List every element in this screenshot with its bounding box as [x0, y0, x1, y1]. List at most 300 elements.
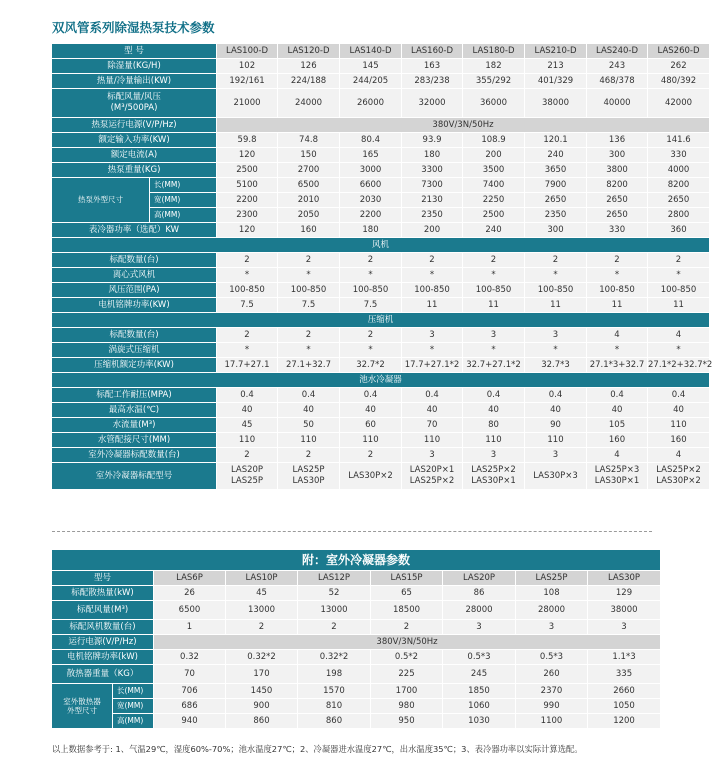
row-label-cell: [52, 89, 216, 117]
section-divider: [52, 531, 652, 532]
value-cell: 0.4: [402, 388, 462, 402]
row-label-cell: 标配数量(台): [52, 253, 216, 267]
value-cell: 2250: [463, 193, 524, 207]
value-cell: 3: [443, 620, 515, 634]
value-cell: 2200: [217, 193, 277, 207]
value-cell: 13000: [298, 601, 370, 619]
model-header-cell: LAS140-D: [340, 44, 401, 58]
label-line: (M³/500PA): [110, 103, 158, 113]
table-row: [52, 208, 709, 222]
row-label-cell: 水管配接尺寸(MM): [52, 433, 216, 447]
value-cell: 225: [371, 665, 442, 683]
value-cell: 860: [298, 714, 370, 728]
value-cell: 3: [402, 328, 462, 342]
value-line: LAS30P×1: [594, 476, 640, 486]
value-cell: 110: [217, 433, 277, 447]
value-cell: 136: [587, 133, 647, 147]
value-cell: 11: [525, 298, 586, 312]
row-label-cell: 除湿量(KG/H): [52, 59, 216, 73]
header-label-cell: 型 号: [52, 44, 216, 58]
table-row: [52, 193, 709, 207]
value-cell: 4: [587, 448, 647, 462]
table-row: [52, 586, 660, 600]
value-cell: 8200: [587, 178, 647, 192]
value-cell: 401/329: [525, 74, 586, 88]
value-cell: 26: [154, 586, 225, 600]
value-cell: 468/378: [587, 74, 647, 88]
value-cell: 126: [278, 59, 339, 73]
table-row: [52, 418, 709, 432]
table-row: [52, 463, 709, 489]
model-header-cell: LAS120-D: [278, 44, 339, 58]
value-cell: 2: [217, 328, 277, 342]
table-row: [52, 601, 660, 619]
table-row: [52, 74, 709, 88]
value-cell: 27.1*3+32.7: [587, 358, 647, 372]
value-cell: 32000: [402, 89, 462, 117]
value-cell: 74.8: [278, 133, 339, 147]
label-line: 标配风量/风压: [107, 92, 161, 103]
table-row: [52, 118, 709, 132]
value-cell: 3: [463, 448, 524, 462]
value-cell: 163: [402, 59, 462, 73]
value-cell: 160: [278, 223, 339, 237]
value-cell: 2: [371, 620, 442, 634]
value-cell: 21000: [217, 89, 277, 117]
table-row: [52, 403, 709, 417]
value-cell: 0.4: [587, 388, 647, 402]
row-label-cell: 散热器重量（KG）: [52, 665, 153, 683]
value-cell: 240: [463, 223, 524, 237]
table-row: [52, 699, 660, 713]
value-cell: 2: [402, 253, 462, 267]
value-cell: 93.9: [402, 133, 462, 147]
value-cell: 706: [154, 684, 225, 698]
value-cell: 182: [463, 59, 524, 73]
table-row: [52, 253, 709, 267]
value-cell: 940: [154, 714, 225, 728]
value-cell: 245: [443, 665, 515, 683]
value-cell: 4: [648, 328, 709, 342]
footnote: 以上数据参考于: 1、气温29℃，湿度60%-70%；池水温度27℃；2、冷凝器进水温度27℃，出水温度35℃；3、表冷器功率以实际计算选配。: [52, 744, 583, 754]
value-cell: 1100: [516, 714, 587, 728]
value-cell: [525, 463, 586, 489]
value-cell: 100-850: [463, 283, 524, 297]
value-cell: 2500: [217, 163, 277, 177]
value-cell: 110: [340, 433, 401, 447]
table-title-cell: 附：室外冷凝器参数: [52, 550, 660, 570]
table-row: [52, 433, 709, 447]
value-cell: 1.1*3: [588, 650, 660, 664]
section-header-cell: 风机: [52, 238, 709, 252]
table-row: [52, 328, 709, 342]
table-row: [52, 283, 709, 297]
value-cell: 6500: [278, 178, 339, 192]
value-cell: [278, 463, 339, 489]
table-row: [52, 448, 709, 462]
value-cell: 7300: [402, 178, 462, 192]
table-row: [52, 44, 709, 58]
value-cell: 244/205: [340, 74, 401, 88]
value-cell: 7.5: [340, 298, 401, 312]
row-label-cell: 最高水温(℃): [52, 403, 216, 417]
value-cell: 70: [402, 418, 462, 432]
value-cell: 3: [588, 620, 660, 634]
row-label-cell: 涡旋式压缩机: [52, 343, 216, 357]
sub-label-cell: 高(MM): [113, 714, 153, 728]
model-header-cell: LAS240-D: [587, 44, 647, 58]
label-line: 室外散热器: [63, 696, 101, 706]
value-cell: 110: [648, 418, 709, 432]
value-cell: 18500: [371, 601, 442, 619]
value-line: LAS30P×1: [471, 476, 516, 486]
row-label-cell: 运行电源(V/P/Hz): [52, 635, 153, 649]
value-cell: *: [525, 268, 586, 282]
table-row: [52, 635, 660, 649]
value-cell: [463, 463, 524, 489]
value-cell: 2: [278, 328, 339, 342]
group-label-cell: [52, 684, 112, 728]
value-cell: 0.5*3: [443, 650, 515, 664]
sub-label-cell: 高(MM): [150, 208, 216, 222]
table-row: [52, 163, 709, 177]
value-cell: 3300: [402, 163, 462, 177]
value-cell: 300: [525, 223, 586, 237]
value-cell: 355/292: [463, 74, 524, 88]
value-cell: 52: [298, 586, 370, 600]
value-cell: 480/392: [648, 74, 709, 88]
value-cell: *: [648, 268, 709, 282]
value-cell: 1060: [443, 699, 515, 713]
value-cell: 980: [371, 699, 442, 713]
value-cell: 50: [278, 418, 339, 432]
model-header-cell: LAS12P: [298, 571, 370, 585]
value-cell: 198: [298, 665, 370, 683]
page-title: 双风管系列除湿热泵技术参数: [52, 20, 215, 35]
value-cell: 8200: [648, 178, 709, 192]
model-header-cell: LAS15P: [371, 571, 442, 585]
table-row: [52, 620, 660, 634]
value-cell: 27.1+32.7: [278, 358, 339, 372]
row-label-cell: 标配数量(台): [52, 328, 216, 342]
value-cell: *: [340, 268, 401, 282]
label-line: 外型尺寸: [67, 706, 97, 715]
value-cell: 110: [525, 433, 586, 447]
value-cell: 42000: [648, 89, 709, 117]
value-cell: 200: [463, 148, 524, 162]
model-header-cell: LAS100-D: [217, 44, 277, 58]
model-header-cell: LAS25P: [516, 571, 587, 585]
row-label-cell: 热量/冷量输出(KW): [52, 74, 216, 88]
value-line: LAS25P: [292, 465, 325, 476]
value-cell: *: [402, 268, 462, 282]
table-row: [52, 358, 709, 372]
model-header-cell: LAS30P: [588, 571, 660, 585]
value-cell: 1850: [443, 684, 515, 698]
value-cell: 40: [463, 403, 524, 417]
value-cell: 45: [226, 586, 297, 600]
value-cell: 3650: [525, 163, 586, 177]
value-cell: *: [278, 268, 339, 282]
value-cell: 7.5: [278, 298, 339, 312]
value-cell: 2370: [516, 684, 587, 698]
model-header-cell: LAS180-D: [463, 44, 524, 58]
table-row: [52, 650, 660, 664]
value-cell: 0.32*2: [226, 650, 297, 664]
value-cell: 6600: [340, 178, 401, 192]
value-cell: 7900: [525, 178, 586, 192]
value-cell: 2: [648, 253, 709, 267]
value-cell: 32.7+27.1*2: [463, 358, 524, 372]
value-cell: [217, 463, 277, 489]
value-cell: 213: [525, 59, 586, 73]
value-cell: 0.4: [217, 388, 277, 402]
value-cell: 38000: [525, 89, 586, 117]
sub-label-cell: 长(MM): [113, 684, 153, 698]
value-cell: 1030: [443, 714, 515, 728]
table-row: [52, 148, 709, 162]
value-cell: 2: [340, 328, 401, 342]
value-cell: 120.1: [525, 133, 586, 147]
value-cell: 2500: [463, 208, 524, 222]
model-header-cell: LAS160-D: [402, 44, 462, 58]
value-cell: 80: [463, 418, 524, 432]
value-cell: 1570: [298, 684, 370, 698]
row-label-cell: 水流量(M³): [52, 418, 216, 432]
section-header-cell: 池水冷凝器: [52, 373, 709, 387]
value-cell: 40: [402, 403, 462, 417]
value-cell: 950: [371, 714, 442, 728]
value-cell: 80.4: [340, 133, 401, 147]
value-line: LAS20P×1: [409, 465, 455, 476]
value-cell: [340, 463, 401, 489]
value-cell: 2: [298, 620, 370, 634]
value-cell: 2130: [402, 193, 462, 207]
value-cell: 105: [587, 418, 647, 432]
value-cell: 170: [226, 665, 297, 683]
value-cell: 0.4: [463, 388, 524, 402]
value-cell: *: [587, 268, 647, 282]
value-cell: 283/238: [402, 74, 462, 88]
value-cell: 180: [340, 223, 401, 237]
value-cell: 110: [402, 433, 462, 447]
value-cell: 686: [154, 699, 225, 713]
value-cell: 3000: [340, 163, 401, 177]
value-cell: 2: [463, 253, 524, 267]
value-cell: 7.5: [217, 298, 277, 312]
value-cell: 330: [648, 148, 709, 162]
value-cell: [587, 463, 647, 489]
value-cell: 40: [648, 403, 709, 417]
value-cell: 810: [298, 699, 370, 713]
value-cell: 2: [525, 253, 586, 267]
value-cell: 2800: [648, 208, 709, 222]
section-header-cell: 压缩机: [52, 313, 709, 327]
value-cell: 160: [648, 433, 709, 447]
value-cell: *: [217, 268, 277, 282]
value-cell: 120: [217, 148, 277, 162]
value-cell: 200: [402, 223, 462, 237]
value-cell: 2650: [525, 193, 586, 207]
value-cell: 0.4: [340, 388, 401, 402]
value-cell: 108.9: [463, 133, 524, 147]
value-line: LAS25P×2: [471, 465, 516, 476]
value-line: LAS20P: [230, 465, 264, 476]
table-row: [52, 178, 709, 192]
value-cell: 4: [648, 448, 709, 462]
value-cell: 100-850: [525, 283, 586, 297]
value-cell: 27.1*2+32.7*2: [648, 358, 709, 372]
merged-value-cell: 380V/3N/50Hz: [154, 635, 660, 649]
value-cell: 2030: [340, 193, 401, 207]
value-cell: 40: [340, 403, 401, 417]
sub-label-cell: 宽(MM): [113, 699, 153, 713]
value-cell: 100-850: [340, 283, 401, 297]
value-cell: 3500: [463, 163, 524, 177]
value-cell: 145: [340, 59, 401, 73]
value-cell: 360: [648, 223, 709, 237]
table-row: [52, 684, 660, 698]
value-cell: 24000: [278, 89, 339, 117]
value-cell: 990: [516, 699, 587, 713]
row-label-cell: 热泵运行电源(V/P/Hz): [52, 118, 216, 132]
value-cell: 165: [340, 148, 401, 162]
row-label-cell: 标配散热量(kW): [52, 586, 153, 600]
value-line: LAS25P×2: [409, 476, 455, 486]
merged-value-cell: 380V/3N/50Hz: [217, 118, 709, 132]
value-cell: 40: [278, 403, 339, 417]
value-cell: *: [525, 343, 586, 357]
sub-label-cell: 长(MM): [150, 178, 216, 192]
value-cell: 45: [217, 418, 277, 432]
value-cell: 2: [226, 620, 297, 634]
value-cell: 102: [217, 59, 277, 73]
table-row: [52, 223, 709, 237]
value-cell: 0.5*2: [371, 650, 442, 664]
value-cell: 243: [587, 59, 647, 73]
value-cell: *: [402, 343, 462, 357]
value-cell: 160: [587, 433, 647, 447]
value-cell: 11: [402, 298, 462, 312]
row-label-cell: 电机铭牌功率(KW): [52, 298, 216, 312]
value-cell: 28000: [516, 601, 587, 619]
value-line: LAS25P×3: [594, 465, 640, 476]
value-cell: *: [463, 343, 524, 357]
value-cell: 192/161: [217, 74, 277, 88]
value-cell: 2650: [648, 193, 709, 207]
value-cell: 4000: [648, 163, 709, 177]
table-row: [52, 388, 709, 402]
value-cell: 3: [525, 448, 586, 462]
value-line: LAS25P: [230, 476, 264, 486]
value-cell: 180: [402, 148, 462, 162]
value-cell: 100-850: [587, 283, 647, 297]
value-line: LAS30P×2: [656, 476, 701, 486]
row-label-cell: 压缩机额定功率(KW): [52, 358, 216, 372]
value-cell: 1050: [588, 699, 660, 713]
row-label-cell: 电机铭牌功率(kW): [52, 650, 153, 664]
table-row: [52, 59, 709, 73]
model-header-cell: LAS6P: [154, 571, 225, 585]
value-cell: 240: [525, 148, 586, 162]
value-cell: 32.7*3: [525, 358, 586, 372]
value-cell: 120: [217, 223, 277, 237]
value-cell: 330: [587, 223, 647, 237]
value-cell: 38000: [588, 601, 660, 619]
value-line: LAS25P×2: [656, 465, 701, 476]
value-cell: 5100: [217, 178, 277, 192]
value-cell: 3: [525, 328, 586, 342]
table-row: [52, 373, 709, 387]
value-cell: 2660: [588, 684, 660, 698]
row-label-cell: 室外冷凝器标配数量(台): [52, 448, 216, 462]
value-cell: 2650: [587, 208, 647, 222]
row-label-cell: 额定输入功率(KW): [52, 133, 216, 147]
value-cell: 141.6: [648, 133, 709, 147]
value-cell: 262: [648, 59, 709, 73]
value-cell: 2: [217, 448, 277, 462]
value-cell: 0.32: [154, 650, 225, 664]
value-cell: 100-850: [402, 283, 462, 297]
model-header-cell: LAS20P: [443, 571, 515, 585]
value-cell: 40000: [587, 89, 647, 117]
value-cell: *: [648, 343, 709, 357]
value-line: LAS30P×3: [533, 470, 578, 481]
outdoor-condenser-spec-table: [51, 549, 661, 729]
sub-label-cell: 宽(MM): [150, 193, 216, 207]
value-cell: 3: [463, 328, 524, 342]
value-cell: 17.7+27.1: [217, 358, 277, 372]
value-cell: 860: [226, 714, 297, 728]
value-cell: 86: [443, 586, 515, 600]
value-cell: 100-850: [278, 283, 339, 297]
value-cell: 11: [463, 298, 524, 312]
value-cell: *: [587, 343, 647, 357]
table-row: [52, 550, 660, 570]
value-cell: 110: [278, 433, 339, 447]
model-header-cell: LAS260-D: [648, 44, 709, 58]
value-cell: 2: [217, 253, 277, 267]
row-label-cell: 标配风量(M³): [52, 601, 153, 619]
value-cell: 2300: [217, 208, 277, 222]
row-label-cell: 风压范围(PA): [52, 283, 216, 297]
row-label-cell: 热泵重量(KG): [52, 163, 216, 177]
value-cell: 70: [154, 665, 225, 683]
row-label-cell: 离心式风机: [52, 268, 216, 282]
value-cell: *: [217, 343, 277, 357]
value-cell: 40: [525, 403, 586, 417]
value-cell: 300: [587, 148, 647, 162]
table-row: [52, 298, 709, 312]
value-cell: 2010: [278, 193, 339, 207]
value-cell: 13000: [226, 601, 297, 619]
value-line: LAS30P: [292, 476, 325, 486]
value-cell: 100-850: [217, 283, 277, 297]
value-cell: 40: [587, 403, 647, 417]
value-cell: 3: [516, 620, 587, 634]
row-label-cell: 室外冷凝器标配型号: [52, 463, 216, 489]
value-cell: 0.4: [278, 388, 339, 402]
value-cell: 0.32*2: [298, 650, 370, 664]
value-cell: 90: [525, 418, 586, 432]
value-cell: 2700: [278, 163, 339, 177]
table-row: [52, 714, 660, 728]
group-label-cell: 热泵外型尺寸: [52, 178, 149, 222]
value-cell: 28000: [443, 601, 515, 619]
value-cell: 900: [226, 699, 297, 713]
row-label-cell: 标配工作耐压(MPA): [52, 388, 216, 402]
value-cell: 129: [588, 586, 660, 600]
